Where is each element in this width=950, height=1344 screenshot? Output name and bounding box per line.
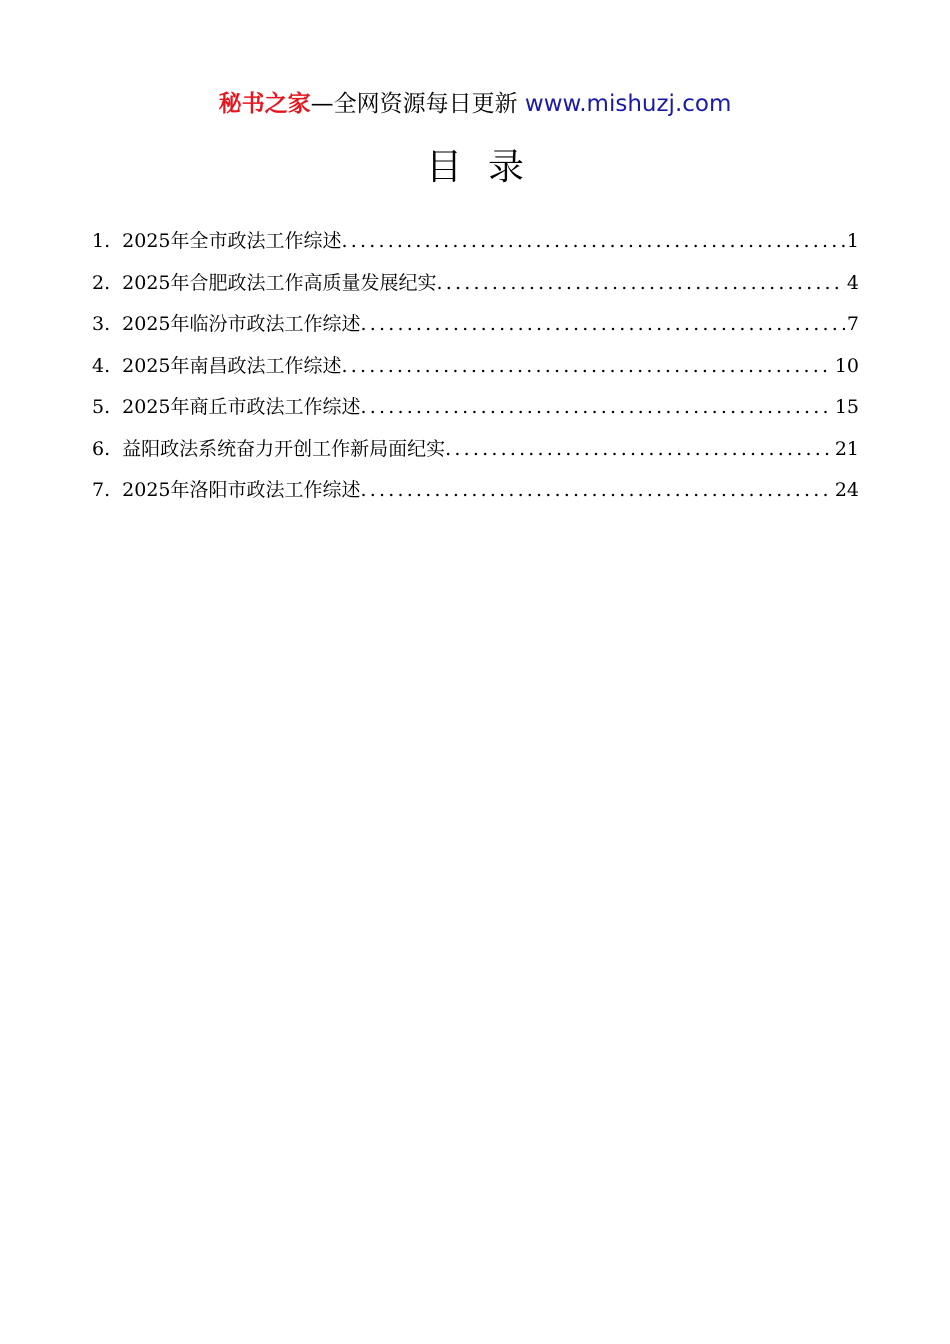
toc-entry[interactable] bbox=[92, 473, 859, 515]
toc-entry-page: 24 bbox=[834, 479, 859, 501]
toc-entry-page: 15 bbox=[834, 396, 859, 418]
toc-entry-title: 益阳政法系统奋力开创工作新局面纪实 bbox=[122, 437, 446, 460]
toc-entry[interactable] bbox=[92, 307, 859, 349]
toc-entry[interactable] bbox=[92, 390, 859, 432]
toc-entry-page: 4 bbox=[846, 271, 859, 294]
table-of-contents bbox=[92, 224, 859, 515]
toc-entry-number: 1. bbox=[92, 230, 111, 252]
toc-entry[interactable] bbox=[92, 224, 859, 266]
toc-entry-number: 4. bbox=[92, 354, 111, 377]
toc-entry[interactable] bbox=[92, 349, 859, 391]
toc-entry-title: 2025年合肥政法工作高质量发展纪实 bbox=[122, 271, 437, 294]
toc-dot-leader bbox=[445, 432, 833, 466]
toc-entry-page: 7 bbox=[846, 313, 859, 335]
page-title: 目录 bbox=[425, 147, 550, 188]
toc-entry-number: 2. bbox=[92, 271, 111, 294]
brand-name: 秘书之家 bbox=[218, 91, 311, 117]
toc-entry[interactable] bbox=[92, 266, 859, 308]
toc-entry-title: 2025年洛阳市政法工作综述 bbox=[122, 479, 361, 501]
toc-dot-leader bbox=[361, 390, 833, 424]
toc-entry-title: 2025年全市政法工作综述 bbox=[122, 230, 342, 252]
toc-dot-leader bbox=[361, 307, 845, 341]
toc-entry-number: 3. bbox=[92, 313, 111, 335]
toc-dot-leader bbox=[437, 266, 845, 300]
toc-dot-leader bbox=[361, 473, 833, 507]
toc-entry-number: 6. bbox=[92, 437, 111, 460]
toc-entry-title: 2025年商丘市政法工作综述 bbox=[122, 396, 361, 418]
toc-dot-leader bbox=[342, 349, 833, 383]
site-header bbox=[0, 86, 950, 122]
toc-entry-page: 10 bbox=[834, 354, 859, 377]
toc-entry[interactable] bbox=[92, 432, 859, 474]
site-url[interactable]: www.mishuzj.com bbox=[524, 91, 732, 117]
toc-entry-number: 7. bbox=[92, 479, 111, 501]
toc-entry-page: 21 bbox=[834, 437, 859, 460]
toc-entry-number: 5. bbox=[92, 396, 111, 418]
toc-entry-title: 2025年临汾市政法工作综述 bbox=[122, 313, 361, 335]
toc-entry-title: 2025年南昌政法工作综述 bbox=[122, 354, 342, 377]
header-slogan: —全网资源每日更新 bbox=[310, 91, 518, 117]
toc-dot-leader bbox=[342, 224, 845, 258]
toc-entry-page: 1 bbox=[846, 230, 859, 252]
